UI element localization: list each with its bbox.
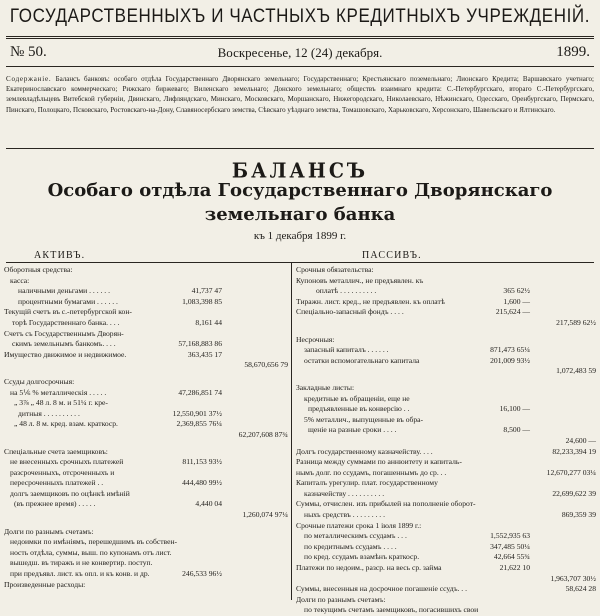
ledger-total-amount: 1,072,483 59 — [556, 366, 596, 376]
ledger-item-amount: 444,480 99½ — [182, 478, 222, 488]
ledger-row — [4, 457, 288, 468]
ledger-label: процентными бумагами . . . . . . — [18, 296, 118, 306]
ledger-row — [296, 510, 596, 521]
ledger-row — [4, 430, 288, 441]
ledger-row — [4, 499, 288, 510]
ledger-row — [4, 478, 288, 489]
ledger-row — [4, 276, 288, 287]
ledger-item-amount: 811,153 93½ — [182, 457, 222, 467]
ledger-row — [296, 276, 596, 287]
issue-year: 1899. — [556, 44, 590, 60]
ledger-label: Капиталъ урегулир. плат. государственному — [296, 478, 438, 488]
ledger-item-amount: 201,009 93½ — [490, 355, 530, 365]
ledger-row — [4, 510, 288, 521]
ledger-label: ныхъ средствъ . . . . . . . . . — [304, 510, 385, 520]
ledger-row — [4, 409, 288, 420]
ledger-label: дитныя . . . . . . . . . . — [18, 408, 80, 418]
ledger-row — [4, 360, 288, 371]
aktiv-heading: АКТИВЪ. — [34, 250, 86, 261]
ledger-total-amount: 22,699,622 39 — [552, 488, 596, 498]
ledger-item-amount: 1,083,398 85 — [182, 296, 222, 306]
ledger-row — [4, 307, 288, 318]
ledger-row — [296, 447, 596, 458]
issue-date: Воскресенье, 12 (24) декабря. — [217, 45, 383, 60]
passiv-ledger — [296, 265, 596, 616]
ledger-item-amount: 363,435 17 — [187, 349, 222, 359]
ledger-row — [296, 345, 596, 356]
ledger-row — [296, 297, 596, 308]
ledger-item-amount: 1,600 — — [503, 296, 530, 306]
ledger-label: Срочныя обязательства: — [296, 265, 374, 274]
ledger-label: Спеціальные счета заемщиковъ: — [4, 446, 108, 456]
ledger-total-amount: 58,624 28 — [565, 584, 596, 594]
ledger-item-amount: 4,440 04 — [195, 499, 222, 509]
ledger-row — [4, 468, 288, 479]
ledger-row — [296, 394, 596, 405]
ledger-label: Счетъ съ Государственнымъ Дворян- — [4, 328, 124, 338]
ledger-row — [296, 286, 596, 297]
ledger-label: остатки вспомогательнаго капитала — [304, 355, 420, 365]
ledger-row — [296, 383, 596, 394]
ledger-row — [4, 377, 288, 388]
ledger-total-amount: 217,589 62½ — [556, 317, 596, 327]
ledger-label: долгъ заемщиковъ по оцѣнкѣ имѣній — [10, 488, 130, 498]
ledger-label: Срочные платежи срока 1 іюля 1899 г.: — [296, 520, 422, 530]
ledger-total-amount: 1,260,074 97¼ — [242, 510, 288, 520]
ledger-row — [4, 569, 288, 580]
ledger-item-amount: 57,168,883 86 — [178, 339, 222, 349]
ledger-row — [296, 489, 596, 500]
issue-number: № 50. — [10, 44, 47, 60]
ledger-row — [296, 542, 596, 553]
ledger-label: по текущимъ счетамъ заемщиковъ, погасившихъ свои — [304, 605, 479, 615]
ledger-label: Платежи по недоим., разср. на весь ср. займа — [296, 563, 442, 573]
ledger-total-amount: 82,233,394 19 — [552, 446, 596, 456]
ledger-label: Текущій счетъ въ с.-петербургской кон- — [4, 307, 132, 317]
ledger-label: разсроченныхъ, отсроченныхъ и — [10, 467, 115, 477]
ledger-row — [4, 388, 288, 399]
ledger-item-amount: 215,624 — — [495, 307, 530, 317]
ledger-label: торѣ Государственнаго банка. . . . — [12, 317, 120, 327]
ledger-label: при предъявл. лист. къ опл. и къ конв. и др. — [10, 569, 150, 579]
ledger-row — [296, 478, 596, 489]
masthead-title: ГОСУДАРСТВЕННЫХЪ И ЧАСТНЫХЪ КРЕДИТНЫХЪ УЧРЕЖДЕНІЙ. — [9, 4, 591, 27]
ledger-row — [4, 447, 288, 458]
ledger-row — [4, 339, 288, 350]
ledger-label: кредитные въ обращеніи, еще не — [304, 393, 410, 403]
ledger-label: не внесенныхъ срочныхъ платежей — [10, 457, 124, 467]
ledger-label: Суммы, отчислен. изъ прибылей на пополненіе оборот- — [296, 499, 476, 509]
passiv-heading: ПАССИВЪ. — [362, 250, 422, 261]
column-head-rule — [6, 262, 594, 263]
ledger-row — [4, 350, 288, 361]
ledger-label: Купоновъ металлич., не предъявлен. къ — [296, 275, 424, 285]
ledger-row — [296, 531, 596, 542]
ledger-label: пересроченныхъ платежей . . — [10, 478, 104, 488]
ledger-label: предъявленные въ конверсію . . — [308, 404, 410, 414]
ledger-label: „ 48 л. 8 м. кред. взам. краткоср. — [14, 419, 118, 429]
ledger-label: на 5⅙ % металлическія . . . . . — [10, 387, 107, 397]
ledger-label: „ 3⅞ „ 48 л. 8 м. и 51¼ г. кре- — [14, 398, 108, 408]
ledger-row — [296, 499, 596, 510]
balance-as-of: къ 1 декабря 1899 г. — [253, 230, 347, 242]
table-of-contents — [6, 74, 594, 115]
ledger-label: по кред. ссудамъ взамѣнъ краткоср. — [304, 552, 420, 562]
contents-lead: Содержаніе. — [6, 75, 52, 83]
ledger-label: Спеціально-запасный фондъ . . . . — [296, 307, 404, 317]
ledger-row — [296, 457, 596, 468]
ledger-label: Ссуды долгосрочныя: — [4, 376, 75, 386]
ledger-label: нымъ долг. по ссудамъ, погашеннымъ до ср. . . — [296, 467, 447, 477]
ledger-item-amount: 347,485 50¼ — [490, 541, 530, 551]
ledger-row — [296, 415, 596, 426]
ledger-row — [296, 552, 596, 563]
ledger-label: Имущество движимое и недвижимое. — [4, 349, 127, 359]
ledger-label: Долги по разнымъ счетамъ: — [296, 594, 386, 604]
ledger-row — [4, 489, 288, 500]
ledger-label: Суммы, внесенныя на досрочное погашеніе ссудъ. . . — [296, 584, 467, 594]
ledger-row — [296, 468, 596, 479]
issue-rule — [6, 66, 594, 67]
masthead-rule — [6, 36, 594, 39]
ledger-total-amount: 62,207,608 87¾ — [238, 429, 288, 439]
balance-title-line-1: Особаго отдѣла Государственнаго Дворянскаго — [47, 180, 553, 201]
ledger-label: Долги по разнымъ счетамъ: — [4, 526, 94, 536]
ledger-row — [296, 265, 596, 276]
ledger-item-amount: 12,550,901 37½ — [172, 408, 222, 418]
ledger-label: оплатѣ . . . . . . . . . . — [316, 286, 377, 296]
ledger-row — [4, 419, 288, 430]
ledger-label: Долгъ государственному казначейству. . . . — [296, 446, 433, 456]
ledger-item-amount: 8,161 44 — [195, 317, 222, 327]
ledger-label: скимъ земельнымъ банкомъ. . . . — [12, 339, 116, 349]
ledger-row — [4, 580, 288, 591]
ledger-total-amount: 869,359 39 — [561, 510, 596, 520]
ledger-item-amount: 2,369,855 76¼ — [176, 419, 222, 429]
ledger-label: Оборотныя средства: — [4, 265, 73, 274]
issue-row — [10, 44, 590, 62]
ledger-row — [4, 329, 288, 340]
balance-title-line-2: земельнаго банка — [204, 204, 396, 225]
ledger-item-amount: 47,286,851 74 — [178, 387, 222, 397]
ledger-row — [4, 297, 288, 308]
ledger-label: Тиражн. лист. кред., не предъявлен. къ оплатѣ — [296, 296, 445, 306]
ledger-total-amount: 12,670,277 03¼ — [546, 467, 596, 477]
ledger-row — [296, 595, 596, 606]
ledger-row — [296, 574, 596, 585]
ledger-item-amount: 8,500 — — [503, 425, 530, 435]
ledger-row — [4, 537, 288, 548]
ledger-row — [4, 265, 288, 276]
ledger-row — [4, 548, 288, 559]
contents-rule — [6, 148, 594, 149]
ledger-item-amount: 21,622 10 — [499, 563, 530, 573]
ledger-item-amount: 41,737 47 — [191, 286, 222, 296]
ledger-row — [296, 425, 596, 436]
ledger-row — [4, 398, 288, 409]
ledger-item-amount: 871,473 65¼ — [490, 345, 530, 355]
contents-text: Балансъ банковъ: особаго отдѣла Государственнаго Дворянскаго земельнаго; Государственнаго; Крестьянскаго поземельнаго; Лионскаго Кредита; Варшавскаго учетнаго; Екатеринославскаго коммерческаго; Рижскаго биржеваго; Виленскаго земельнаго; Донского земельнаго; обществъ взаимнаго кредита: С.-Петербургскаго, втораго С.-Петербургскаго, землевладѣльцевъ Витебской губерніи, Двинскаго, Лифляндскаго, Минскаго, Московскаго, Моршанскаго, Нижегородскаго, Николаевскаго, Нѣжинскаго, Одесскаго, Оренбургскаго, Пермскаго, Пинскаго, Полоцкаго, Псковскаго, Ростовскаго-на-Дону, Славяносербскаго земства, Сѣвскаго уѣзднаго земства, Томашовскаго, Харьковскаго, Херсонскаго, Шавельскаго и Ялтинскаго. — [6, 75, 594, 114]
ledger-label: (въ прежнее время) . . . . . — [14, 499, 96, 509]
ledger-label: касса: — [10, 275, 30, 285]
balance-heading: БАЛАНСЪ — [231, 158, 369, 184]
ledger-row — [296, 335, 596, 346]
ledger-row — [296, 521, 596, 532]
ledger-item-amount: 16,100 — — [499, 404, 530, 414]
ledger-label: Несрочныя: — [296, 334, 335, 344]
column-divider — [291, 262, 292, 600]
ledger-row — [4, 527, 288, 538]
ledger-total-amount: 58,670,656 79 — [244, 360, 288, 370]
ledger-row — [4, 318, 288, 329]
ledger-item-amount: 246,533 96½ — [182, 569, 222, 579]
ledger-item-amount: 42,664 55¾ — [493, 552, 530, 562]
ledger-row — [296, 605, 596, 616]
ledger-label: по кредитнымъ ссудамъ . . . . — [304, 541, 397, 551]
ledger-row — [296, 307, 596, 318]
ledger-label: щеніе на разные сроки . . . . — [308, 425, 397, 435]
ledger-label: казначейству . . . . . . . . . . — [304, 488, 385, 498]
ledger-row — [296, 436, 596, 447]
ledger-label: ность отдѣла, суммы, выш. по купонамъ отъ лист. — [10, 547, 172, 557]
ledger-label: вышедш. въ тиражъ и не конвертир. поступ. — [10, 558, 153, 568]
ledger-total-amount: 24,600 — — [565, 435, 596, 445]
ledger-item-amount: 1,552,935 63 — [490, 531, 530, 541]
ledger-row — [296, 356, 596, 367]
ledger-item-amount: 365 62½ — [503, 286, 530, 296]
ledger-total-amount: 1,963,707 30½ — [550, 573, 596, 583]
ledger-row — [296, 404, 596, 415]
aktiv-ledger — [4, 265, 288, 590]
ledger-row — [296, 584, 596, 595]
ledger-label: недоимки по имѣніямъ, перешедшимъ въ собствен- — [10, 537, 178, 547]
ledger-row — [4, 558, 288, 569]
ledger-row — [4, 286, 288, 297]
ledger-label: Произведенные расходы: — [4, 579, 86, 589]
ledger-label: запасный капиталъ . . . . . . — [304, 345, 389, 355]
ledger-label: по металлическимъ ссудамъ . . . — [304, 531, 407, 541]
ledger-label: Закладные листы: — [296, 382, 355, 392]
ledger-row — [296, 563, 596, 574]
ledger-label: 5% металлич., выпущенные въ обра- — [304, 414, 424, 424]
ledger-row — [296, 366, 596, 377]
ledger-label: Разница между суммами по аннюитету и капиталь- — [296, 457, 462, 467]
ledger-row — [296, 318, 596, 329]
ledger-label: наличными деньгами . . . . . . — [18, 286, 111, 296]
